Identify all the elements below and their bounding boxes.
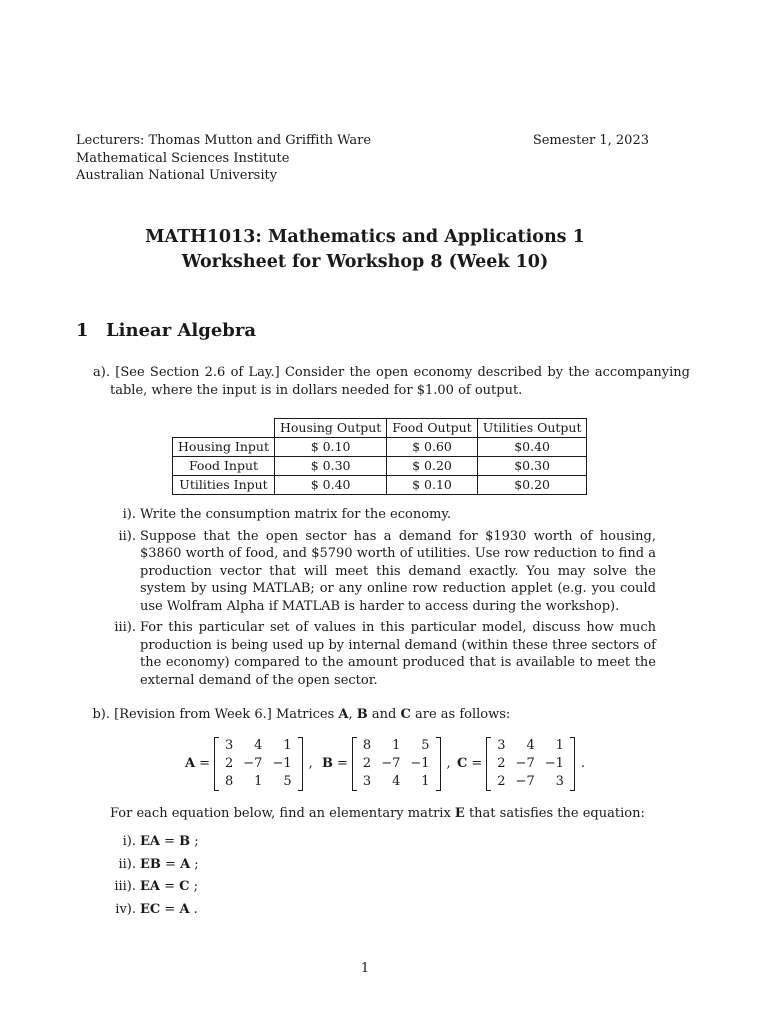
matrix-cell: 3 (225, 738, 234, 753)
matrix-e-ref: E (454, 806, 465, 821)
equals-sign: = (199, 756, 210, 772)
matrix-b-name: B (322, 756, 333, 772)
matrix-cell: 2 (362, 756, 372, 771)
matrix-cell: 8 (225, 774, 234, 789)
instruction-text: For each equation below, find an elementary matrix (110, 806, 455, 821)
part-a-text (76, 364, 690, 399)
table-header-row (173, 419, 587, 438)
title-line-2: Worksheet for Workshop 8 (Week 10) (181, 252, 549, 272)
item-label: i). (122, 834, 136, 849)
matrix-cell: 1 (254, 774, 263, 789)
item-label: ii). (118, 528, 136, 544)
section-number: 1 (76, 320, 89, 341)
lecturers-line: Lecturers: Thomas Mutton and Griffith Ware (76, 133, 372, 148)
table-row (173, 457, 587, 476)
item-text: Suppose that the open sector has a demand for $1930 worth of housing, $3860 worth of food, and $5790 worth of utilities. Use row reduction to find a production vector that will meet this demand exactly. You may solve the system by using MATLAB; or any online row reduction applet (e.g. you could use Wolfram Alpha if MATLAB is harder to access during the workshop). (140, 528, 656, 614)
part-a-body: [See Section 2.6 of Lay.] Consider the open economy described by the accompanying table, where the input is in dollars needed for $1.00 of output. (110, 365, 690, 398)
header-block (76, 132, 371, 185)
equation-item (110, 878, 656, 896)
matrix-c-bracket (486, 737, 575, 791)
item-text: For this particular set of values in this particular model, discuss how much production is being used up by internal demand (within these three sectors of the economy) compared to the amount produced that is available to meet the external demand of the open sector. (140, 620, 656, 688)
matrix-cell: 3 (555, 774, 564, 789)
instruction-text-end: that satisfies the equation: (464, 806, 645, 821)
section-title: Linear Algebra (106, 320, 257, 341)
matrix-cell: 3 (497, 738, 506, 753)
equation-rhs: A (180, 856, 191, 872)
item-label: iii). (114, 620, 136, 635)
matrix-b (322, 736, 451, 792)
matrix-cell: 5 (421, 738, 430, 753)
equation-item (110, 901, 656, 919)
matrix-cell: 1 (555, 738, 564, 753)
and-word: and (367, 707, 401, 722)
equation-rhs: C (179, 879, 190, 894)
matrix-cell: 1 (283, 738, 292, 753)
matrix-a (185, 736, 313, 792)
page-number: 1 (360, 961, 370, 976)
table-cell: $ 0.10 (274, 438, 386, 457)
table-cell: $ 0.60 (387, 438, 477, 457)
item-label: ii). (118, 856, 136, 872)
part-b-equations (110, 833, 656, 923)
equation-lhs: EC (140, 901, 161, 917)
table-header-cell: Food Output (387, 419, 477, 438)
comma: , (308, 756, 313, 772)
equation-lhs: EB (140, 856, 161, 872)
matrix-cell: −1 (544, 756, 564, 771)
matrix-cell: 1 (421, 774, 430, 789)
separator: , (348, 707, 357, 722)
equation-item (110, 833, 656, 851)
equation-eq: = (160, 901, 180, 917)
matrix-cell: −7 (243, 756, 263, 771)
document-title (0, 225, 730, 275)
list-item (110, 619, 656, 689)
table-header-cell: Housing Output (274, 419, 386, 438)
list-item (110, 528, 656, 616)
table-header-cell: Utilities Output (477, 419, 587, 438)
institute-line: Mathematical Sciences Institute (76, 150, 290, 166)
matrix-cell: 5 (283, 774, 292, 789)
matrix-c (457, 736, 585, 792)
table-row (173, 476, 587, 495)
equals-sign: = (337, 756, 348, 772)
matrix-c-ref: C (400, 707, 411, 722)
item-label: iv). (115, 901, 136, 917)
matrix-cell: 1 (392, 738, 401, 753)
title-line-1: MATH1013: Mathematics and Applications 1 (145, 227, 585, 247)
matrix-cell: 2 (497, 756, 506, 771)
equation-end: ; (189, 879, 199, 894)
equals-sign: = (471, 756, 483, 772)
matrix-cell: 8 (362, 738, 372, 753)
semester-label: Semester 1, 2023 (532, 133, 649, 148)
university-line: Australian National University (76, 168, 278, 183)
equation-rhs: A (179, 901, 190, 917)
matrix-cell: −7 (515, 756, 535, 771)
matrix-cell: −7 (381, 756, 401, 771)
matrix-cell: −1 (272, 756, 292, 771)
part-b-outro: are as follows: (410, 707, 511, 722)
matrix-cell: −1 (410, 756, 430, 771)
matrix-cell: 3 (362, 774, 372, 789)
table-row-label: Food Input (173, 457, 275, 476)
table-cell: $ 0.20 (387, 457, 477, 476)
table-cell: $ 0.30 (274, 457, 386, 476)
matrix-a-bracket (214, 737, 303, 791)
matrix-cell: 4 (392, 774, 401, 789)
table-cell: $0.30 (477, 457, 587, 476)
equation-lhs: EA (140, 879, 160, 894)
table-row (173, 438, 587, 457)
part-b-text (76, 706, 656, 724)
equation-lhs: EA (140, 834, 160, 849)
part-a-label: a). (93, 365, 110, 380)
matrix-a-name: A (185, 756, 196, 772)
matrix-definitions (185, 736, 625, 792)
equation-end: ; (190, 856, 199, 872)
item-label: iii). (114, 879, 136, 894)
matrix-cell: 2 (497, 774, 506, 789)
part-a-items (110, 506, 656, 693)
matrix-cell: 2 (225, 756, 234, 771)
part-b-intro: [Revision from Week 6.] Matrices (114, 707, 339, 722)
matrix-b-ref: B (356, 707, 368, 722)
equation-item (110, 856, 656, 874)
matrix-b-bracket (352, 737, 441, 791)
table-row-label: Housing Input (173, 438, 275, 457)
equation-end: ; (190, 834, 199, 849)
table-cell: $ 0.40 (274, 476, 386, 495)
period: . (580, 756, 586, 772)
matrix-cell: 4 (254, 738, 263, 753)
equation-rhs: B (179, 834, 191, 849)
matrix-cell: −7 (515, 774, 535, 789)
table-corner (173, 419, 275, 438)
item-label: i). (122, 507, 136, 522)
matrix-a-ref: A (338, 707, 349, 722)
item-text: Write the consumption matrix for the economy. (140, 507, 452, 522)
comma: , (446, 756, 451, 772)
matrix-cell: 4 (526, 738, 535, 753)
table-row-label: Utilities Input (173, 476, 275, 495)
table-cell: $ 0.10 (387, 476, 477, 495)
table-cell: $0.40 (477, 438, 587, 457)
matrix-c-name: C (457, 756, 468, 772)
part-b-instruction (110, 805, 656, 823)
part-b-label: b). (92, 707, 110, 722)
equation-end: . (189, 901, 198, 917)
section-heading (76, 322, 256, 340)
equation-eq: = (160, 856, 181, 872)
equation-eq: = (160, 879, 180, 894)
list-item (110, 506, 656, 524)
equation-eq: = (160, 834, 180, 849)
table-cell: $0.20 (477, 476, 587, 495)
economy-table (172, 418, 587, 495)
